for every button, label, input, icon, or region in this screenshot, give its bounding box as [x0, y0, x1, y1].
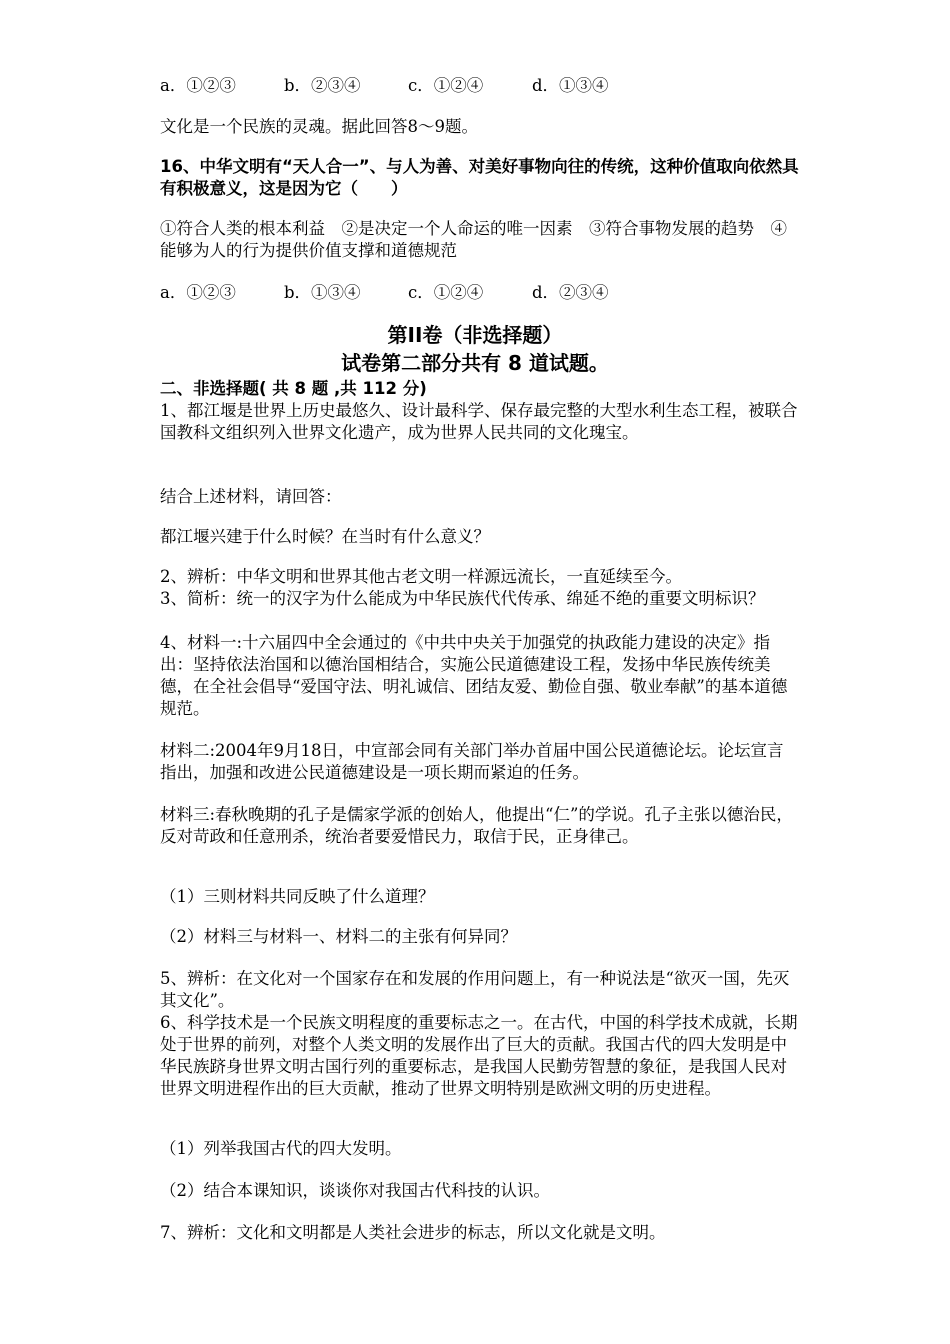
- q6-sub1: （1）列举我国古代的四大发明。: [160, 1139, 402, 1158]
- q4-material3: 材料三:春秋晚期的孔子是儒家学派的创始人，他提出“仁”的学说。孔子主张以德治民，反对苛政和任意刑杀，统治者要爱惜民力，取信于民，正身律己。: [160, 805, 793, 846]
- q4-material2: 材料二:2004年9月18日，中宣部会同有关部门举办首届中国公民道德论坛。论坛宣言指出，加强和改进公民道德建设是一项长期而紧迫的任务。: [160, 741, 784, 782]
- q16-statements: ①符合人类的根本利益 ②是决定一个人命运的唯一因素 ③符合事物发展的趋势 ④能够为人的行为提供价值支撑和道德规范: [160, 219, 787, 260]
- q1-prompt: 结合上述材料，请回答：: [160, 487, 342, 506]
- q4-sub2: （2）材料三与材料一、材料二的主张有何异同？: [160, 927, 517, 946]
- q6-sub2: （2）结合本课知识，谈谈你对我国古代科技的认识。: [160, 1181, 550, 1200]
- option-b: b．②③④: [284, 76, 361, 95]
- part2-title: 第II卷（非选择题）: [387, 323, 563, 347]
- option-a: a．①②③: [160, 76, 236, 95]
- q1-text: 1、都江堰是世界上历史最悠久、设计最科学、保存最完整的大型水利生态工程，被联合国教科文组织列入世界文化遗产，成为世界人民共同的文化瑰宝。: [160, 401, 798, 442]
- q1-question: 都江堰兴建于什么时候？在当时有什么意义？: [160, 527, 490, 546]
- option-c: c．①②④: [408, 76, 484, 95]
- q4-sub1: （1）三则材料共同反映了什么道理？: [160, 887, 435, 906]
- intro-8-9: 文化是一个民族的灵魂。据此回答8～9题。: [160, 117, 478, 136]
- option-b: b．①③④: [284, 283, 361, 302]
- q6-text: 6、科学技术是一个民族文明程度的重要标志之一。在古代，中国的科学技术成就，长期处于世界的前列，对整个人类文明的发展作出了巨大的贡献。我国古代的四大发明是中华民族跻身世界文明古国行列的重要标志，是我国人民勤劳智慧的象征，是我国人民对世界文明进程作出的巨大贡献，推动了世界文明特别是欧洲文明的历史进程。: [160, 1013, 798, 1098]
- q7-text: 7、辨析：文化和文明都是人类社会进步的标志，所以文化就是文明。: [160, 1223, 666, 1242]
- part2-subtitle: 试卷第二部分共有 8 道试题。: [341, 351, 609, 375]
- option-c: c．①②④: [408, 283, 484, 302]
- q15-options: [160, 75, 656, 97]
- q16-options: [160, 282, 656, 304]
- q2-text: 2、辨析：中华文明和世界其他古老文明一样源远流长，一直延续至今。: [160, 567, 682, 586]
- option-d: d．②③④: [532, 283, 609, 302]
- option-d: d．①③④: [532, 76, 609, 95]
- option-a: a．①②③: [160, 283, 236, 302]
- q4-material1: 4、材料一:十六届四中全会通过的《中共中央关于加强党的执政能力建设的决定》指出：坚持依法治国和以德治国相结合，实施公民道德建设工程，发扬中华民族传统美德，在全社会倡导“爱国守法、明礼诚信、团结友爱、勤俭自强、敬业奉献”的基本道德规范。: [160, 633, 788, 718]
- section2-heading: 二、非选择题( 共 8 题 ,共 112 分): [160, 379, 427, 398]
- q16-stem: 16、中华文明有“天人合一”、与人为善、对美好事物向往的传统，这种价值取向依然具有积极意义，这是因为它（ ）: [160, 157, 799, 198]
- q5-text: 5、辨析：在文化对一个国家存在和发展的作用问题上，有一种说法是“欲灭一国，先灭其文化”。: [160, 969, 790, 1010]
- q3-text: 3、简析：统一的汉字为什么能成为中华民族代代传承、绵延不绝的重要文明标识？: [160, 589, 765, 608]
